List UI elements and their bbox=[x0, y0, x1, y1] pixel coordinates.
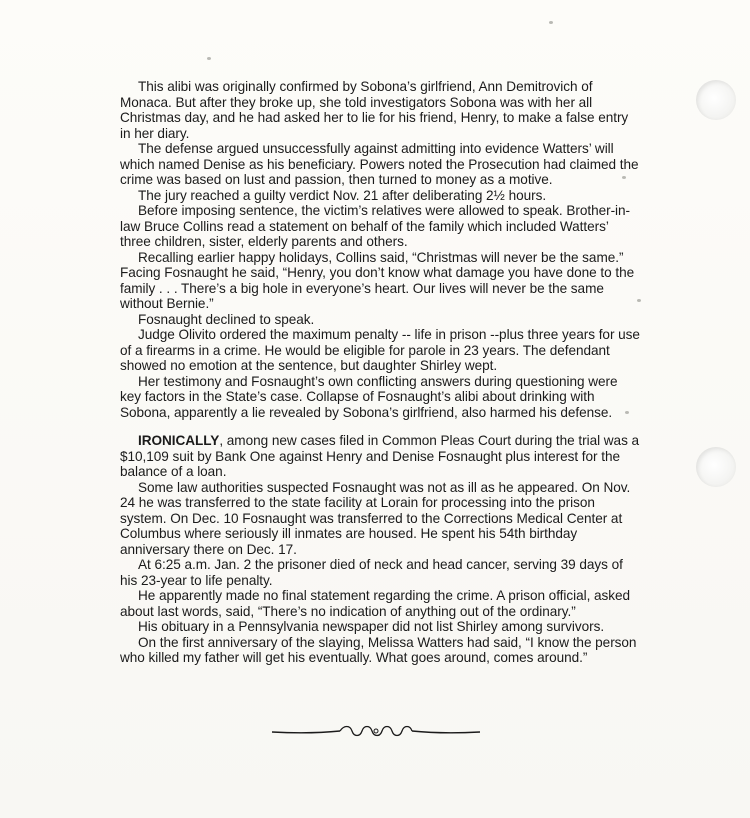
paragraph: Some law authorities suspected Fosnaught was not as ill as he appeared. On Nov. 24 he was transferred to the state facility at Lorain for processing into the prison system. On Dec. 10 Fosnaught was transferred to the Corrections Medical Center at Columbus where seriously ill inmates are housed. He spent his 54th birthday anniversary there on Dec. 17. bbox=[120, 479, 631, 557]
paragraph: At 6:25 a.m. Jan. 2 the prisoner died of neck and head cancer, serving 39 days of his 23-year to life penalty. bbox=[120, 557, 623, 588]
section-lead-word: IRONICALLY bbox=[138, 433, 220, 448]
ornamental-flourish-icon bbox=[270, 722, 482, 740]
paragraph: He apparently made no final statement regarding the crime. A prison official, asked about last words, said, “There’s no indication of anything out of the ordinary.” bbox=[120, 588, 631, 619]
paragraph: This alibi was originally confirmed by Sobona’s girlfriend, Ann Demitrovich of Monaca. But after they broke up, she told investigators Sobona was with her all Christmas day, and he had asked her to lie for his friend, Henry, to make a false entry in her diary. bbox=[120, 79, 629, 141]
article-body bbox=[120, 79, 640, 666]
paper-speck bbox=[207, 57, 211, 60]
paragraph-text: , among new cases filed in Common Pleas Court during the trial was a $10,109 suit by Bank One against Henry and Denise Fosnaught plus interest for the balance of a loan. bbox=[120, 433, 640, 479]
binder-hole-middle bbox=[696, 447, 736, 487]
paragraph: The jury reached a guilty verdict Nov. 21 after deliberating 2½ hours. bbox=[138, 187, 547, 203]
paper-speck bbox=[549, 21, 553, 24]
paragraph: Before imposing sentence, the victim’s relatives were allowed to speak. Brother-in-law Bruce Collins read a statement on behalf of the family which included Watters’ three children, sister, elderly parents and others. bbox=[120, 203, 631, 249]
paragraph: The defense argued unsuccessfully against admitting into evidence Watters’ will which named Denise as his beneficiary. Powers noted the Prosecution had claimed the crime was based on lust and passion, then turned to money as a motive. bbox=[120, 141, 639, 187]
paragraph: Her testimony and Fosnaught’s own conflicting answers during questioning were key factors in the State’s case. Collapse of Fosnaught’s alibi about drinking with Sobona, apparently a lie revealed by Sobona’s girlfriend, also harmed his defense. bbox=[120, 373, 618, 420]
binder-hole-top bbox=[696, 80, 736, 120]
paragraph: Fosnaught declined to speak. bbox=[138, 311, 315, 327]
paragraph: Recalling earlier happy holidays, Collins said, “Christmas will never be the same.” Facing Fosnaught he said, “Henry, you don’t know what damage you have done to the family . . . There’s a big hole in everyone’s heart. Our lives will never be the same without Bernie.” bbox=[120, 249, 635, 311]
paragraph-section-start bbox=[120, 433, 640, 480]
paragraph: On the first anniversary of the slaying, Melissa Watters had said, “I know the person who killed my father will get his eventually. What goes around, comes around.” bbox=[120, 634, 637, 665]
paragraph: His obituary in a Pennsylvania newspaper did not list Shirley among survivors. bbox=[138, 619, 605, 634]
paragraph: Judge Olivito ordered the maximum penalty -- life in prison --plus three years for use of a firearms in a crime. He would be eligible for parole in 23 years. The defendant showed no emotion at the sentence, but daughter Shirley wept. bbox=[120, 327, 640, 373]
